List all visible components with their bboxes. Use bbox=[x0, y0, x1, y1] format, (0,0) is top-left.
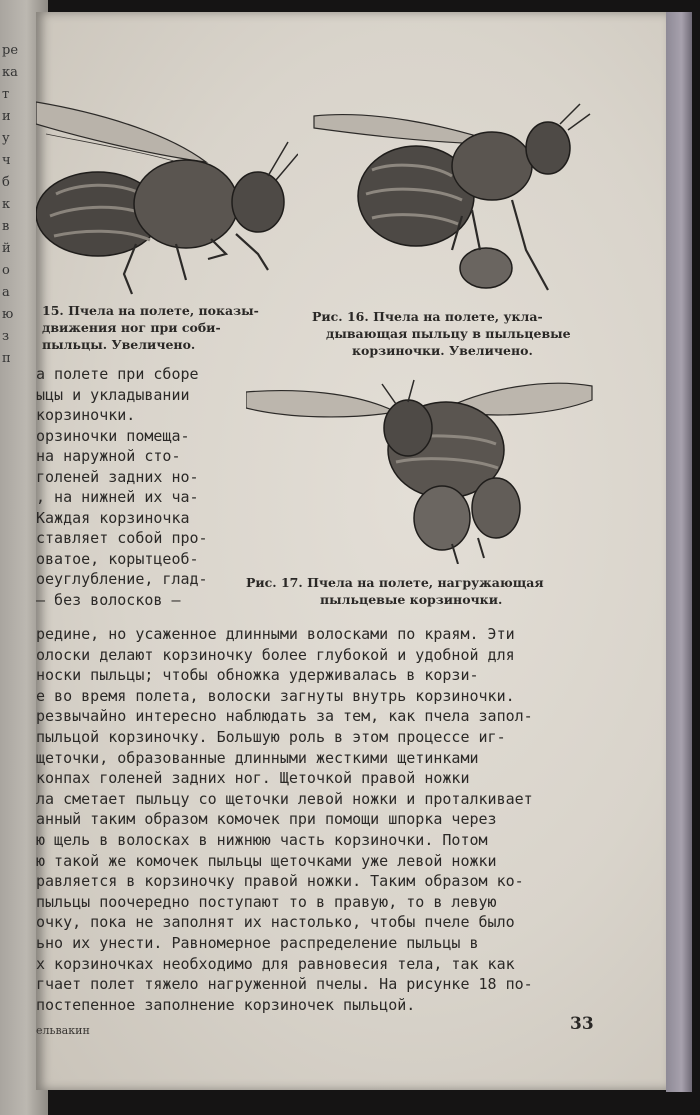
figure-17-caption: Рис. 17. Пчела на полете, нагружающая пыльцевые корзиночки. bbox=[246, 575, 544, 607]
bee-illustration-fig17 bbox=[246, 368, 594, 564]
bee-illustration-fig15 bbox=[36, 84, 298, 304]
book-page-edges bbox=[666, 12, 692, 1092]
text-line: ыцы и укладывании bbox=[36, 385, 190, 404]
text-line: равляется в корзиночку правой ножки. Таким образом ко- bbox=[36, 872, 524, 891]
left-text-column bbox=[36, 364, 234, 610]
text-line: очку, пока не заполнят их настолько, чтобы пчеле было bbox=[36, 913, 515, 932]
text-line: резвычайно интересно наблюдать за тем, как пчела запол- bbox=[36, 707, 533, 726]
text-line: корзиночки. bbox=[36, 406, 136, 424]
text-line: ставляет собой про- bbox=[36, 529, 208, 547]
text-line: , на нижней их ча- bbox=[36, 488, 199, 506]
text-line: х корзиночках необходимо для равновесия тела, так как bbox=[36, 954, 515, 973]
text-line: ла сметает пыльцу со щеточки левой ножки и проталкивает bbox=[36, 789, 533, 808]
text-line: — без волосков — bbox=[36, 590, 181, 609]
figure-16-caption: Рис. 16. Пчела на полете, укла- дывающая пыльцу в пыльцевые корзиночки. Увеличено. bbox=[312, 309, 571, 358]
text-line: голеней задних но- bbox=[36, 467, 199, 486]
text-line: е во время полета, волоски загнуты внутрь корзиночки. bbox=[36, 686, 515, 705]
previous-page-text: ре ка т и у ч б к в й о а ю з п bbox=[2, 43, 19, 366]
text-line: редине, но усаженное длинными волосками по краям. Эти bbox=[36, 625, 515, 643]
bee-illustration-fig16 bbox=[312, 100, 592, 310]
text-line: постепенное заполнение корзиночек пыльцой. bbox=[36, 995, 416, 1014]
text-line: оватое, корытцеоб- bbox=[36, 549, 199, 568]
text-line: носки пыльцы; чтобы обножка удерживалась в корзи- bbox=[36, 666, 479, 685]
text-line: ю такой же комочек пыльцы щеточками уже левой ножки bbox=[36, 851, 497, 870]
book-page bbox=[36, 12, 666, 1090]
page-footer-signature: ельвакин bbox=[36, 1024, 90, 1037]
text-line: пыльцой корзиночку. Большую роль в этом процессе иг- bbox=[36, 727, 506, 746]
text-line: орзиночки помеща- bbox=[36, 426, 190, 445]
text-line: конпах голеней задних ног. Щеточкой правой ножки bbox=[36, 769, 470, 788]
text-line: пыльцы поочередно поступают то в правую, то в левую bbox=[36, 892, 497, 911]
text-line: гчает полет тяжело нагруженной пчелы. На рисунке 18 по- bbox=[36, 975, 533, 994]
text-line: олоски делают корзиночку более глубокой и удобной для bbox=[36, 645, 515, 664]
text-line: ьно их унести. Равномерное распределение пыльцы в bbox=[36, 933, 479, 952]
text-line: Каждая корзиночка bbox=[36, 508, 190, 527]
text-line: а полете при сборе bbox=[36, 365, 199, 383]
text-line: анный таким образом комочек при помощи шпорка через bbox=[36, 810, 497, 829]
text-line: ю щель в волосках в нижнюю часть корзиночки. Потом bbox=[36, 830, 488, 849]
text-line: оеуглубление, глад- bbox=[36, 570, 208, 588]
figure-15-caption: 15. Пчела на полете, показы- движения ног при соби- пыльцы. Увеличено. bbox=[42, 303, 259, 352]
text-line: щеточки, образованные длинными жесткими щетинками bbox=[36, 748, 479, 767]
body-text bbox=[36, 624, 636, 1015]
text-line: на наружной сто- bbox=[36, 447, 181, 465]
page-number: 33 bbox=[570, 1014, 594, 1034]
